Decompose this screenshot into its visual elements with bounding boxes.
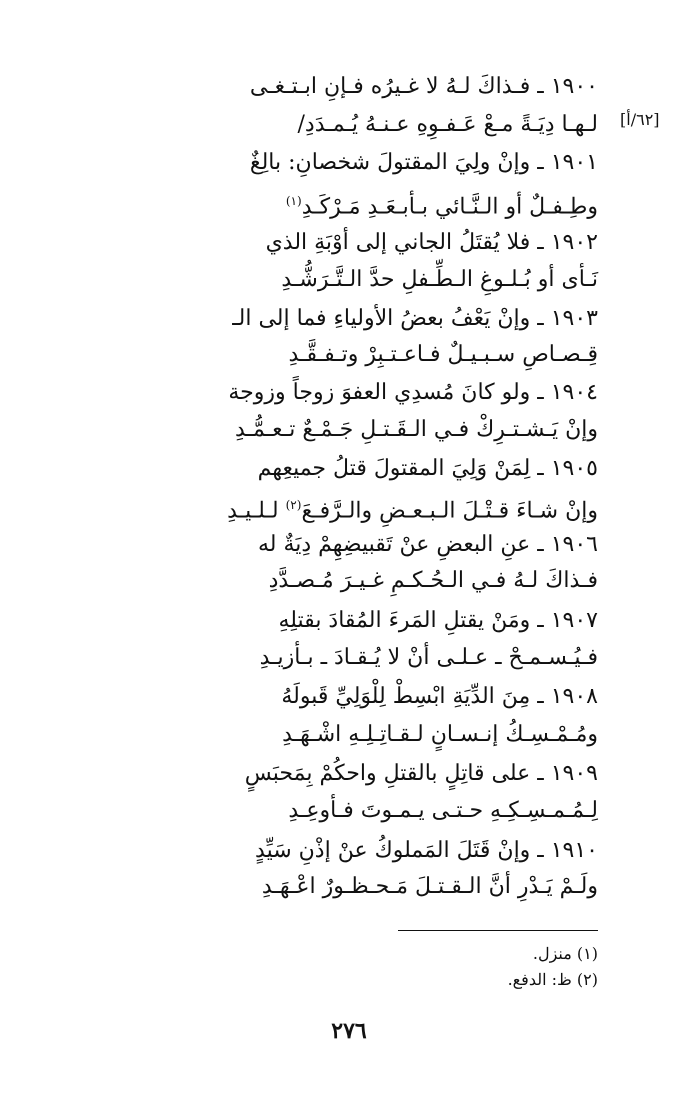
verse-1909-first-hemistich: ١٩٠٩ ـ على قاتِلٍ بالقتلِ واحكُمْ بِمَحبَسٍ	[244, 761, 598, 786]
verse-1910-second-hemistich: ولَـمْ يَـدْرِ أنَّ الـقـتـلَ مَـحـظـورٌ اعْـهَـدِ	[261, 874, 598, 899]
verse-1905-second-hemistich	[227, 490, 598, 526]
folio-marker: [٦٢/أ]	[620, 110, 660, 129]
verse-1905-second-tail: لـلـيـدِ	[227, 498, 286, 524]
verse-1904-first-hemistich: ١٩٠٤ ـ ولو كانَ مُسدِي العفوَ زوجاً وزوجة	[228, 380, 598, 405]
verse-1902-first-hemistich: ١٩٠٢ ـ فلا يُقتَلُ الجاني إلى أوْبَةِ الذي	[265, 230, 598, 255]
verse-1906-second-hemistich: فـذاكَ لـهُ فـي الـحُـكـمِ غـيـرَ مُـصـدَّدِ	[268, 568, 598, 593]
footnote-2: (٢) ظ: الدفع.	[507, 970, 598, 989]
verse-1906-first-hemistich: ١٩٠٦ ـ عنِ البعضِ عنْ تَقبيضِهِمْ دِيَةٌ له	[257, 532, 598, 557]
verse-1903-first-hemistich: ١٩٠٣ ـ وإنْ يَعْفُ بعضُ الأولياءِ فما إلى الـ	[232, 306, 598, 331]
verse-1905-second-text: وإنْ شـاءَ قـتْـلَ الـبـعـضِ والـرَّفـعَ	[301, 498, 598, 524]
verse-1901-second-hemistich	[286, 186, 598, 222]
verse-1901-first-hemistich: ١٩٠١ ـ وإنْ ولِيَ المقتولَ شخصانِ: بالِغٌ	[249, 150, 598, 175]
footnote-ref-2: (٢)	[285, 498, 302, 512]
footnote-ref-1: (١)	[285, 194, 302, 208]
verse-1905-first-hemistich: ١٩٠٥ ـ لِمَنْ وَلِيَ المقتولَ قتلُ جميعِهم	[257, 456, 598, 481]
verse-1909-second-hemistich: لِـمُـمـسِـكِـهِ حـتـى يـمـوتَ فـأوعِـدِ	[288, 798, 598, 823]
footnote-divider	[398, 930, 598, 931]
verse-1903-second-hemistich: قِـصـاصِ سـبـيـلٌ فـاعـتـبِرْ وتـفـقَّـدِ	[288, 342, 598, 367]
page-number: ٢٧٦	[331, 1018, 367, 1044]
verse-1904-second-hemistich: وإنْ يَـشـتـرِكْ فـي الـقَـتـلِ جَـمْـعٌ تـعـمُّـدِ	[235, 417, 598, 442]
verse-1902-second-hemistich: نَـأى أو بُـلـوغِ الـطِّـفلِ حدَّ الـتَّـرَشُّـدِ	[281, 267, 598, 292]
verse-1910-first-hemistich: ١٩١٠ ـ وإنْ قَتَلَ المَملوكُ عنْ إذْنِ سَيِّدٍ	[255, 838, 598, 863]
verse-1908-first-hemistich: ١٩٠٨ ـ مِنَ الدِّيَةِ ابْسِطْ لِلْوَلِيِّ قَبولَهُ	[281, 684, 598, 709]
verse-1908-second-hemistich: ومُـمْـسِـكُ إنـسـانٍ لـقـاتِـلِـهِ اشْـهَـدِ	[282, 722, 598, 747]
verse-1900-second-hemistich: لـهـا دِيَـةً مـعْ عَـفـوِهِ عـنـهُ يُـمـدَدِ/	[297, 112, 598, 137]
verse-1907-first-hemistich: ١٩٠٧ ـ ومَنْ يقتلِ المَرءَ المُقادَ بقتلِهِ	[278, 608, 598, 633]
verse-1900-first-hemistich: ١٩٠٠ ـ فـذاكَ لـهُ لا غـيرُه فـإنِ ابـتـغـى	[249, 74, 598, 99]
footnote-1: (١) منزل.	[532, 944, 598, 963]
verse-1907-second-hemistich: فـيُـسـمـحْ ـ عـلـى أنْ لا يُـقـادَ ـ بـأزيـدِ	[259, 645, 598, 670]
verse-1901-second-text: وطِـفـلٌ أو الـنَّـائي بـأبـعَـدِ مَـرْكَـدِ	[301, 194, 598, 220]
